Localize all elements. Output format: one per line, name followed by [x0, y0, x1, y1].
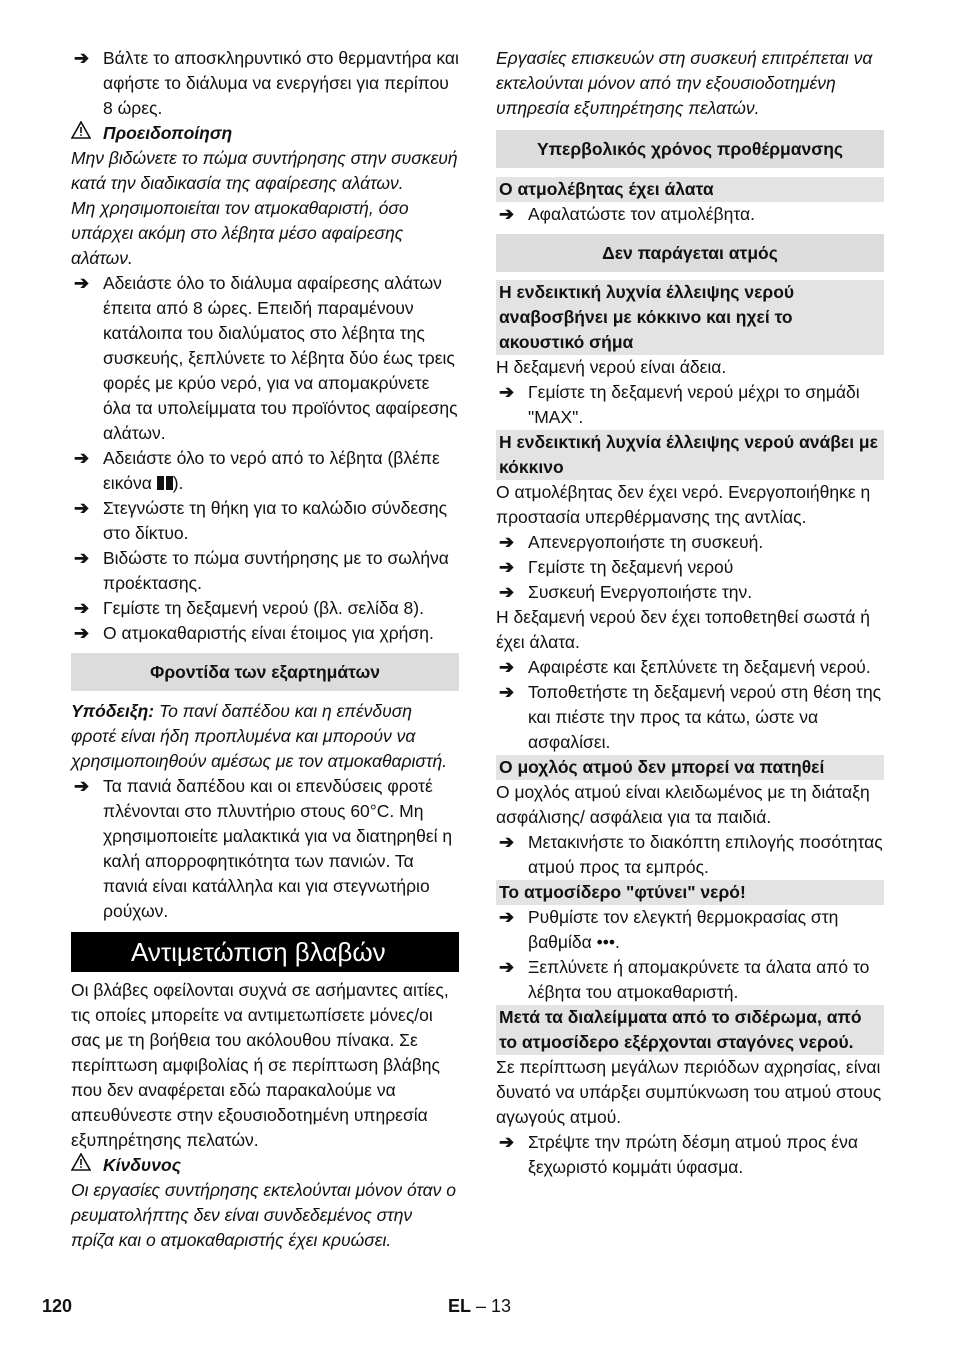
- step-descaler: ➔ Βάλτε το αποσκληρυντικό στο θερμαντήρα και αφήστε το διάλυμα να ενεργήσει για περίπου 8 ώρες.: [74, 48, 459, 118]
- step-remove-tank: ➔ Αφαιρέστε και ξεπλύνετε τη δεξαμενή νερού.: [496, 655, 884, 680]
- scale-subheading: Ο ατμολέβητας έχει άλατα: [496, 177, 884, 202]
- arrow-right-icon: ➔: [74, 598, 90, 618]
- step-dry-holder: ➔ Στεγνώστε τη θήκη για το καλώδιο σύνδεσης στο δίκτυο.: [74, 498, 448, 543]
- warning-triangle-icon: [71, 1153, 93, 1178]
- blink-subheading: Η ενδεικτική λυχνία έλλειψης νερού αναβοσβήνει με κόκκινο και ηχεί το ακουστικό σήμα: [496, 280, 884, 355]
- arrow-right-icon: ➔: [74, 448, 90, 468]
- step-switch-off: ➔ Απενεργοποιήστε τη συσκευή.: [496, 530, 884, 555]
- page-number: 120: [42, 1296, 73, 1316]
- troubleshooting-heading: Αντιμετώπιση βλαβών: [71, 932, 459, 972]
- step-rinse-boiler: ➔ Ξεπλύνετε ή απομακρύνετε τα άλατα από το λέβητα του ατμοκαθαριστή.: [499, 957, 870, 1002]
- step-descale-boiler: ➔ Αφαλατώστε τον ατμολέβητα.: [496, 202, 884, 227]
- spitting-subheading: Το ατμοσίδερο "φτύνει" νερό!: [496, 880, 884, 905]
- arrow-right-icon: ➔: [499, 532, 515, 552]
- lever-locked-text: Ο μοχλός ατμού είναι κλειδωμένος με τη διάταξη ασφάλισης/ ασφάλεια για τα παιδιά.: [496, 782, 870, 827]
- step-screw-cap: ➔ Βιδώστε το πώμα συντήρησης με το σωλήνα προέκτασης.: [74, 548, 449, 593]
- danger-title: Κίνδυνος: [71, 1153, 459, 1178]
- step-fill-max: ➔ Γεμίστε τη δεξαμενή νερού μέχρι το σημάδι "MAX".: [499, 382, 860, 427]
- tank-placement-text: Η δεξαμενή νερού δεν έχει τοποθετηθεί σωστά ή έχει άλατα.: [496, 607, 870, 652]
- condensation-text: Σε περίπτωση μεγάλων περιόδων αχρησίας, είναι δυνατό να υπάρξει συμπύκνωση του ατμού στους αγωγούς ατμού.: [496, 1057, 882, 1127]
- lever-subheading: Ο μοχλός ατμού δεν μπορεί να πατηθεί: [496, 755, 884, 780]
- arrow-right-icon: ➔: [74, 776, 90, 796]
- figure-reference-icon: [157, 476, 173, 490]
- arrow-right-icon: ➔: [499, 832, 515, 852]
- arrow-right-icon: ➔: [499, 682, 515, 702]
- step-fill-tank: ➔ Γεμίστε τη δεξαμενή νερού (βλ. σελίδα 8).: [71, 596, 459, 621]
- preheat-heading: Υπερβολικός χρόνος προθέρμανσης: [496, 130, 884, 168]
- language-page-label: EL – 13: [448, 1296, 512, 1316]
- step-fill-water: ➔ Γεμίστε τη δεξαμενή νερού: [496, 555, 884, 580]
- warning-title: Προειδοποίηση: [71, 121, 459, 146]
- no-steam-heading: Δεν παράγεται ατμός: [496, 234, 884, 272]
- arrow-right-icon: ➔: [499, 907, 515, 927]
- warning-text-2: Μη χρησιμοποιείται τον ατμοκαθαριστή, όσο υπάρχει ακόμη στο λέβητα μέσο αφαίρεσης αλάτων.: [71, 198, 409, 268]
- step-switch-on: ➔ Συσκευή Ενεργοποιήστε την.: [496, 580, 884, 605]
- arrow-right-icon: ➔: [74, 273, 90, 293]
- step-drain-water: ➔ Αδειάστε όλο το νερό από το λέβητα (βλέπε εικόνα ).: [74, 448, 440, 493]
- arrow-right-icon: ➔: [499, 382, 515, 402]
- troubleshooting-intro: Οι βλάβες οφείλονται συχνά σε ασήμαντες αιτίες, τις οποίες μπορείτε να αντιμετωπίσετε μόνες/οι σας με τη βοήθεια του ακόλουθου πίνακα. Σε περίπτωση αμφιβολίας ή σε περίπτωση βλάβης που δεν αναφέρεται εδώ παρακαλούμε να απευθύνεστε στην εξουσιοδοτημένη υπηρεσία εξυπηρέτησης πελατών.: [71, 980, 449, 1150]
- repair-note: Εργασίες επισκευών στη συσκευή επιτρέπεται να εκτελούνται μόνον από την εξουσιοδοτημένη υπηρεσία εξυπηρέτησης πελατών.: [496, 48, 873, 118]
- step-steam-cloth: ➔ Στρέψτε την πρώτη δέσμη ατμού προς ένα ξεχωριστό κομμάτι ύφασμα.: [499, 1132, 858, 1177]
- arrow-right-icon: ➔: [499, 204, 515, 224]
- care-heading: Φροντίδα των εξαρτημάτων: [71, 653, 459, 691]
- danger-text: Οι εργασίες συντήρησης εκτελούνται μόνον όταν ο ρευματολήπτης δεν είναι συνδεδεμένος στην πρίζα και ο ατμοκαθαριστής έχει κρυώσει.: [71, 1180, 456, 1250]
- arrow-right-icon: ➔: [74, 548, 90, 568]
- arrow-right-icon: ➔: [499, 957, 515, 977]
- arrow-right-icon: ➔: [499, 657, 515, 677]
- step-set-thermostat: ➔ Ρυθμίστε τον ελεγκτή θερμοκρασίας στη βαθμίδα •••.: [499, 907, 839, 952]
- step-drain-solution: ➔ Αδειάστε όλο το διάλυμα αφαίρεσης αλάτων έπειτα από 8 ώρες. Επειδή παραμένουν κατάλοιπα του διαλύματος στο λέβητα της συσκευής, ξεπλύνετε το λέβητα δύο έως τρεις φορές με κρύο νερό, για να απομακρύνετε όλα τα υπολείμματα του προϊόντος αφαίρεσης αλάτων.: [74, 273, 458, 443]
- arrow-right-icon: ➔: [499, 1132, 515, 1152]
- hint-paragraph: Υπόδειξη: Το πανί δαπέδου και η επένδυση φροτέ είναι ήδη προπλυμένα και μπορούν να χρησιμοποιηθούν αμέσως με τον ατμοκαθαριστή.: [71, 701, 448, 771]
- warning-triangle-icon: [71, 121, 93, 146]
- red-light-subheading: Η ενδεικτική λυχνία έλλειψης νερού ανάβει με κόκκινο: [496, 430, 884, 480]
- warning-text-1: Μην βιδώνετε το πώμα συντήρησης στην συσκευή κατά την διαδικασία της αφαίρεσης αλάτων.: [71, 148, 458, 193]
- tank-empty-text: Η δεξαμενή νερού είναι άδεια.: [496, 357, 727, 377]
- step-ready: ➔ Ο ατμοκαθαριστής είναι έτοιμος για χρήση.: [71, 621, 459, 646]
- step-move-switch: ➔ Μετακινήστε το διακόπτη επιλογής ποσότητας ατμού προς τα εμπρός.: [499, 832, 883, 877]
- no-water-text: Ο ατμολέβητας δεν έχει νερό. Ενεργοποιήθηκε η προστασία υπερθέρμανσης της αντλίας.: [496, 482, 871, 527]
- arrow-right-icon: ➔: [74, 48, 90, 68]
- arrow-right-icon: ➔: [74, 623, 90, 643]
- drops-subheading: Μετά τα διαλείμματα από το σιδέρωμα, από το ατμοσίδερο εξέρχονται σταγόνες νερού.: [496, 1005, 884, 1055]
- step-wash-cloths: ➔ Τα πανιά δαπέδου και οι επενδύσεις φροτέ πλένονται στο πλυντήριο στους 60°C. Μη χρησιμοποιείτε μαλακτικά για να διατηρηθεί η καλή απορροφητικότητα των πανιών. Τα πανιά είναι κατάλληλα και για στεγνωτήριο ρούχων.: [74, 776, 453, 921]
- arrow-right-icon: ➔: [499, 582, 515, 602]
- arrow-right-icon: ➔: [499, 557, 515, 577]
- step-place-tank: ➔ Τοποθετήστε τη δεξαμενή νερού στη θέση της και πιέστε την προς τα κάτω, ώστε να ασφαλίσει.: [499, 682, 882, 752]
- right-column: [496, 46, 884, 1180]
- left-column: [71, 46, 459, 1253]
- arrow-right-icon: ➔: [74, 498, 90, 518]
